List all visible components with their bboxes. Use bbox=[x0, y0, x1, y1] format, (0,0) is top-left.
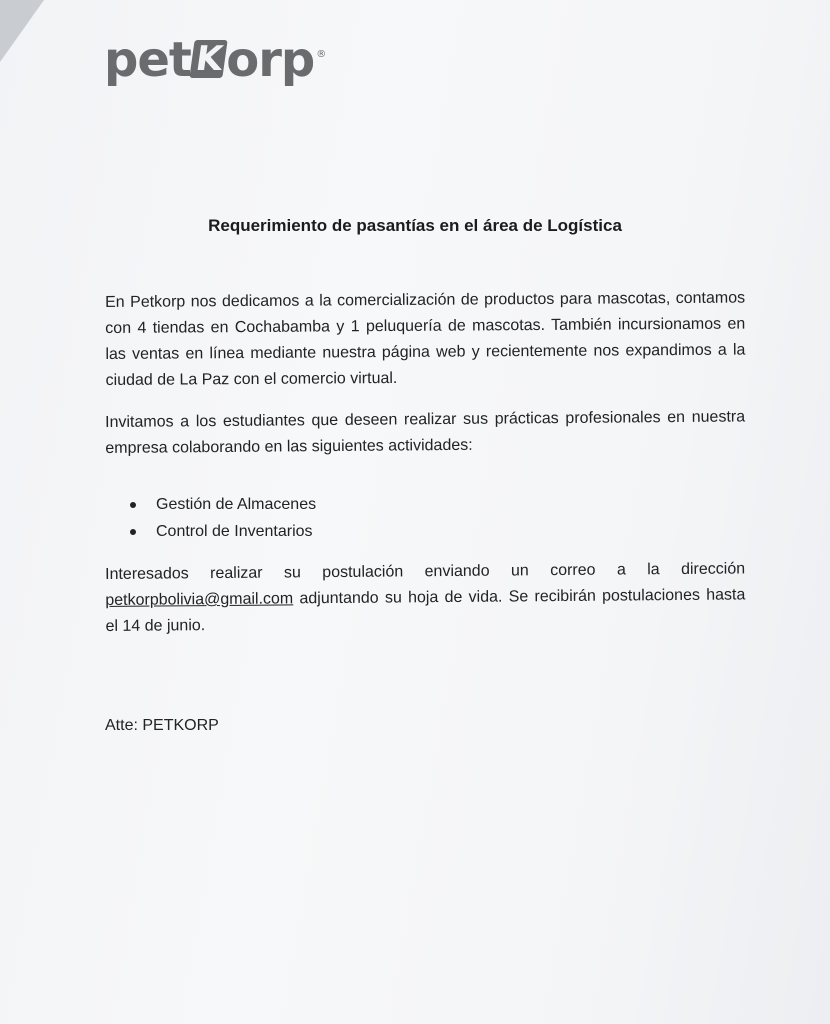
document-title: Requerimiento de pasantías en el área de Logística bbox=[208, 216, 622, 235]
email-link[interactable]: petkorpbolivia@gmail.com bbox=[105, 590, 294, 609]
application-intro: Interesados realizar su postulación enviando un correo a la dirección bbox=[105, 560, 746, 583]
logo-text-orp: orp bbox=[226, 32, 315, 88]
activities-list bbox=[130, 491, 316, 545]
bullet-icon bbox=[130, 529, 136, 535]
intro-paragraph: En Petkorp nos dedicamos a la comercialización de productos para mascotas, contamos con 4 tiendas en Cochabamba y 1 peluquería de mascotas. También incursionamos en las ventas en línea mediante nuestra página web y recientemente nos expandimos a la ciudad de La Paz con el comercio virtual. bbox=[105, 289, 746, 389]
logo-text-pet: pet bbox=[104, 32, 191, 88]
activity-label: Gestión de Almacenes bbox=[156, 496, 317, 513]
bullet-icon bbox=[130, 502, 136, 508]
registered-mark: ® bbox=[316, 49, 326, 60]
application-paragraph bbox=[105, 556, 746, 640]
activity-label: Control de Inventarios bbox=[156, 523, 313, 540]
folded-corner bbox=[0, 0, 44, 62]
list-item bbox=[130, 491, 316, 518]
signature: Atte: PETKORP bbox=[105, 717, 219, 734]
invitation-paragraph: Invitamos a los estudiantes que deseen realizar sus prácticas profesionales en nuestra empresa colaborando en las siguientes actividades: bbox=[105, 408, 746, 457]
list-item bbox=[130, 518, 316, 545]
application-rest: adjuntando su hoja de vida. Se recibirán postulaciones hasta el 14 de junio. bbox=[105, 586, 746, 635]
petkorp-logo bbox=[104, 32, 326, 88]
logo-k-block: K bbox=[189, 40, 228, 78]
